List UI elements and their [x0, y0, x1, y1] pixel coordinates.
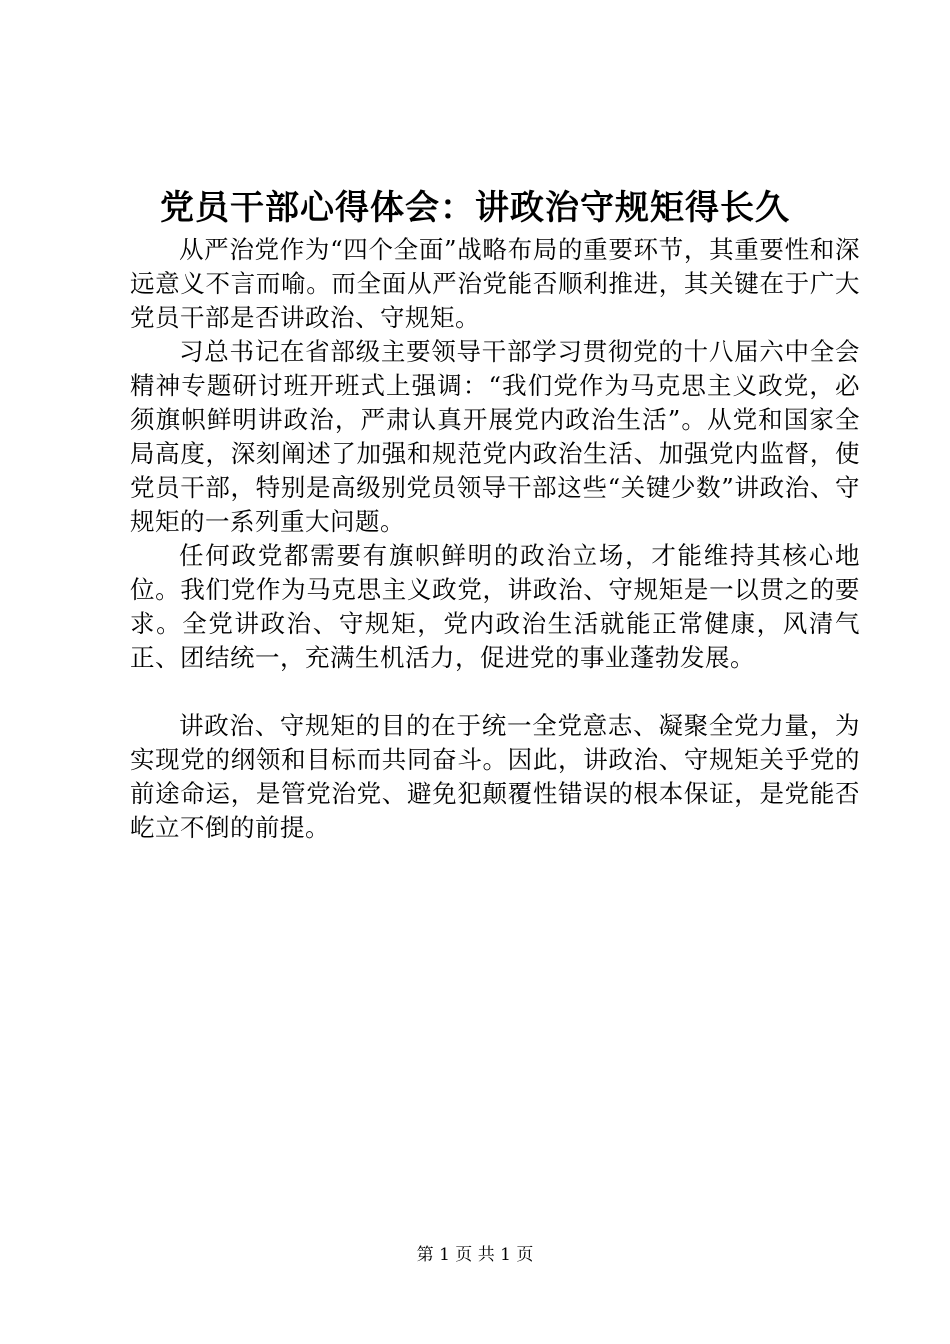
paragraph-1: 从严治党作为“四个全面”战略布局的重要环节，其重要性和深远意义不言而喻。而全面从严治党能否顺利推进，其关键在于广大党员干部是否讲政治、守规矩。 [130, 235, 860, 332]
paragraph-4: 讲政治、守规矩的目的在于统一全党意志、凝聚全党力量，为实现党的纲领和目标而共同奋斗。因此，讲政治、守规矩关乎党的前途命运，是管党治党、避免犯颠覆性错误的根本保证，是党能否屹立不倒的前提。 [130, 711, 860, 842]
paragraph-2: 习总书记在省部级主要领导干部学习贯彻党的十八届六中全会精神专题研讨班开班式上强调：“我们党作为马克思主义政党，必须旗帜鲜明讲政治，严肃认真开展党内政治生活”。从党和国家全局高度，深刻阐述了加强和规范党内政治生活、加强党内监督，使党员干部，特别是高级别党员领导干部这些“关键少数”讲政治、守规矩的一系列重大问题。 [130, 337, 860, 536]
document-title: 党员干部心得体会：讲政治守规矩得长久 [160, 188, 790, 228]
document-body [130, 233, 860, 845]
page-footer: 第 1 页 共 1 页 [416, 1245, 534, 1265]
paragraph-3: 任何政党都需要有旗帜鲜明的政治立场，才能维持其核心地位。我们党作为马克思主义政党，讲政治、守规矩是一以贯之的要求。全党讲政治、守规矩，党内政治生活就能正常健康，风清气正、团结统一，充满生机活力，促进党的事业蓬勃发展。 [130, 541, 860, 672]
